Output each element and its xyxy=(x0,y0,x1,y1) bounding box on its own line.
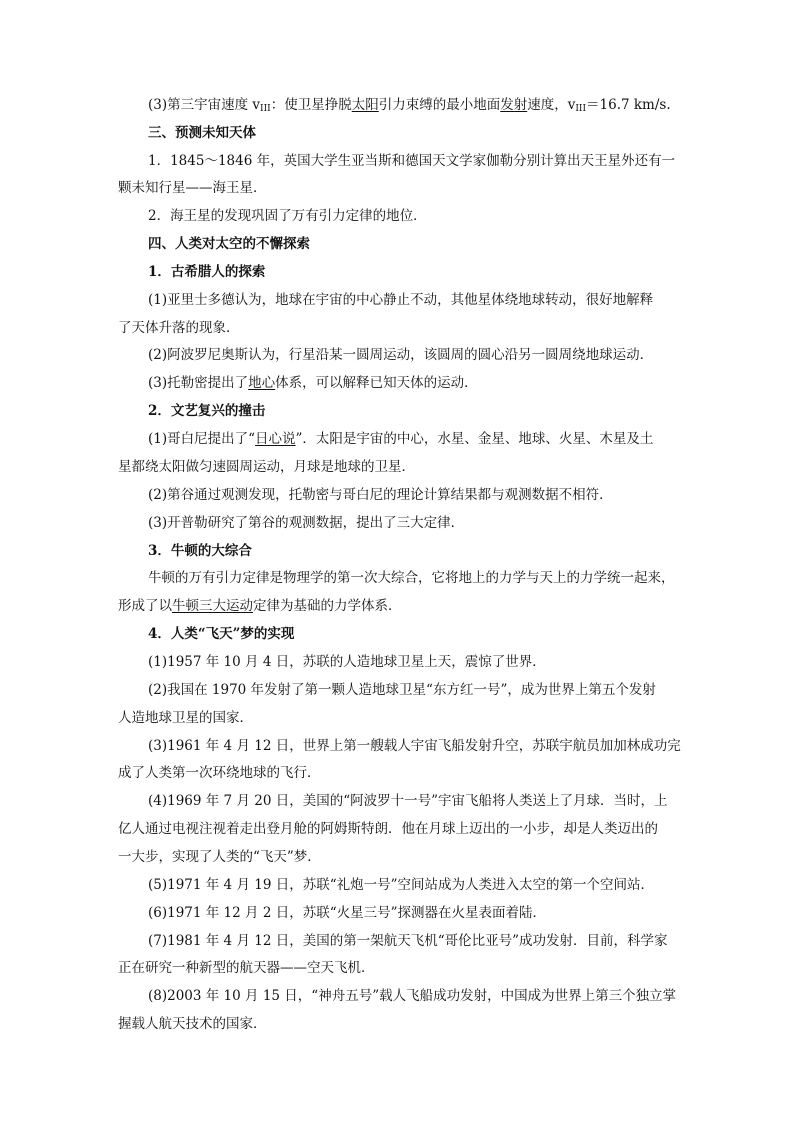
text-line xyxy=(148,986,676,1006)
text-segment: 握载人航天技术的国家． xyxy=(118,1016,267,1032)
text-segment: 正在研究一种新型的航天器——空天飞机． xyxy=(118,960,375,976)
text-line xyxy=(148,429,653,449)
text-segment: (3)1961 年 4 月 12 日，世界上第一艘载人宇宙飞船发射升空，苏联宇航员加加林成功完 xyxy=(148,738,681,754)
text-segment: 四、人类对太空的不懈探索 xyxy=(148,236,310,252)
text-line xyxy=(148,95,671,119)
text-segment: (3)开普勒研究了第谷的观测数据，提出了三大定律． xyxy=(148,515,465,531)
section-heading xyxy=(148,123,256,143)
text-segment: 形成了以 xyxy=(118,598,172,614)
text-line xyxy=(148,875,654,895)
underlined-term: 发射 xyxy=(500,97,528,113)
text-segment: 颗未知行星——海王星． xyxy=(118,180,267,196)
text-segment: 了天体升落的现象． xyxy=(118,320,240,336)
text-line xyxy=(118,819,658,839)
underlined-term: 日心说 xyxy=(255,431,296,447)
section-heading xyxy=(148,234,310,254)
underlined-term: 地心 xyxy=(248,375,276,391)
text-segment: 2．海王星的发现巩固了万有引力定律的地位． xyxy=(148,208,427,224)
text-segment: (3)第三宇宙速度 v xyxy=(148,97,261,113)
text-line xyxy=(148,151,675,171)
section-heading xyxy=(148,624,294,644)
text-segment: 星都绕太阳做匀速圆周运动，月球是地球的卫星． xyxy=(118,459,415,475)
text-line xyxy=(118,596,402,616)
text-segment: (4)1969 年 7 月 20 日，美国的“阿波罗十一号”宇宙飞船将人类送上了月球．当时，上 xyxy=(148,793,668,809)
underlined-term: 太阳 xyxy=(351,97,379,113)
text-segment: 1．古希腊人的探索 xyxy=(148,264,266,280)
text-segment: (2)我国在 1970 年发射了第一颗人造地球卫星“东方红一号”，成为世界上第五个发射 xyxy=(148,682,656,698)
text-segment: (7)1981 年 4 月 12 日，美国的第一架航天飞机“哥伦比亚号”成功发射．目前，科学家 xyxy=(148,933,668,949)
text-line xyxy=(118,178,267,198)
section-heading xyxy=(148,401,265,421)
text-segment: ＝16.7 km/s. xyxy=(586,97,671,113)
text-line xyxy=(148,290,653,310)
text-line xyxy=(148,903,546,923)
text-segment: 定律为基础的力学体系． xyxy=(253,598,402,614)
text-line xyxy=(148,513,464,533)
text-line xyxy=(118,847,321,867)
text-line xyxy=(148,373,478,393)
text-segment: (1)亚里士多德认为，地球在宇宙的中心静止不动，其他星体绕地球转动，很好地解释 xyxy=(148,292,654,308)
text-line xyxy=(118,708,253,728)
text-segment: 4．人类“飞天”梦的实现 xyxy=(148,626,295,642)
text-segment: (5)1971 年 4 月 19 日，苏联“礼炮一号”空间站成为人类进入太空的第一个空间站． xyxy=(148,877,655,893)
text-segment: (3)托勒密提出了 xyxy=(148,375,249,391)
text-segment: 一大步，实现了人类的“飞天”梦． xyxy=(118,849,321,865)
text-segment: (1)1957 年 10 月 4 日，苏联的人造地球卫星上天，震惊了世界． xyxy=(148,654,546,670)
text-segment: 2．文艺复兴的撞击 xyxy=(148,403,266,419)
text-line xyxy=(148,931,668,951)
subscript: III xyxy=(260,104,271,114)
text-segment: (1)哥白尼提出了“ xyxy=(148,431,256,447)
text-segment: 引力束缚的最小地面 xyxy=(378,97,501,113)
text-segment: 速度，v xyxy=(527,97,576,113)
text-line xyxy=(148,568,675,588)
text-segment: 亿人通过电视注视着走出登月舱的阿姆斯特朗．他在月球上迈出的一小步，却是人类迈出的 xyxy=(118,821,658,837)
text-line xyxy=(118,457,415,477)
text-segment: 体系，可以解释已知天体的运动． xyxy=(275,375,478,391)
text-segment: (2)阿波罗尼奥斯认为，行星沿某一圆周运动，该圆周的圆心沿另一圆周绕地球运动． xyxy=(148,347,654,363)
text-segment: ：使卫星挣脱 xyxy=(270,97,352,113)
subscript: III xyxy=(575,104,587,114)
text-segment: 1．1845～1846 年，英国大学生亚当斯和德国天文学家伽勒分别计算出天王星外还有一 xyxy=(148,153,676,169)
text-segment: (6)1971 年 12 月 2 日，苏联“火星三号”探测器在火星表面着陆． xyxy=(148,905,547,921)
text-line xyxy=(148,680,656,700)
text-line xyxy=(148,736,681,756)
text-line xyxy=(118,763,321,783)
text-segment: 成了人类第一次环绕地球的飞行． xyxy=(118,765,321,781)
text-line xyxy=(118,318,240,338)
text-segment: ”．太阳是宇宙的中心，水星、金星、地球、火星、木星及土 xyxy=(295,431,654,447)
text-segment: (2)第谷通过观测发现，托勒密与哥白尼的理论计算结果都与观测数据不相符． xyxy=(148,487,613,503)
text-segment: 牛顿的万有引力定律是物理学的第一次大综合，它将地上的力学与天上的力学统一起来， xyxy=(148,570,675,586)
text-line xyxy=(118,1014,267,1034)
text-line xyxy=(148,485,613,505)
text-segment: 三、预测未知天体 xyxy=(148,125,256,141)
text-line xyxy=(118,958,375,978)
text-line xyxy=(148,791,668,811)
text-segment: (8)2003 年 10 月 15 日，“神舟五号”载人飞船成功发射，中国成为世界上第三个独立掌 xyxy=(148,988,677,1004)
text-segment: 3．牛顿的大综合 xyxy=(148,543,252,559)
text-line xyxy=(148,206,427,226)
underlined-term: 牛顿三大运动 xyxy=(172,598,253,614)
section-heading xyxy=(148,541,252,561)
text-line xyxy=(148,345,653,365)
text-line xyxy=(148,652,546,672)
section-heading xyxy=(148,262,265,282)
text-segment: 人造地球卫星的国家． xyxy=(118,710,253,726)
